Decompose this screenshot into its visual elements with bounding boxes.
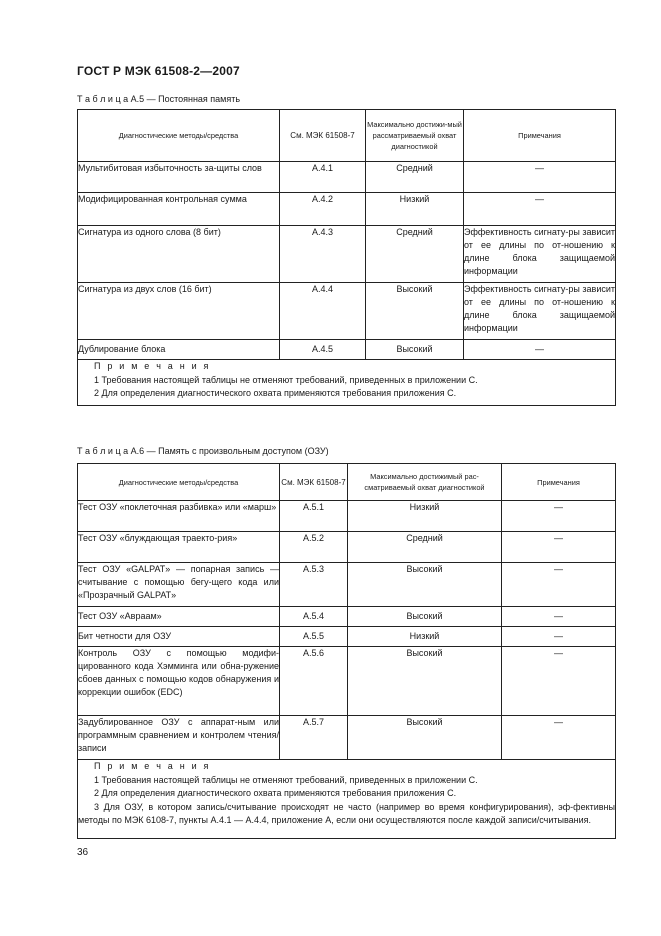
table-row <box>78 340 616 360</box>
table-row <box>78 532 616 563</box>
cell-note: — <box>502 501 616 532</box>
table-row <box>78 607 616 627</box>
cell-reference: А.4.2 <box>280 193 366 226</box>
cell-coverage: Низкий <box>366 193 464 226</box>
cell-coverage: Средний <box>366 226 464 283</box>
table-a5-notes <box>78 360 616 406</box>
cell-note: — <box>502 607 616 627</box>
cell-method: Модифицированная контрольная сумма <box>78 193 280 226</box>
note-item: 2 Для определения диагностического охвата применяются требования приложения С. <box>94 788 457 798</box>
cell-coverage: Высокий <box>348 607 502 627</box>
cell-method: Тест ОЗУ «блуждающая траекто-рия» <box>78 532 280 563</box>
note-item: 2 Для определения диагностического охвата применяются требования приложения С. <box>94 388 457 398</box>
cell-note: — <box>464 193 616 226</box>
cell-coverage: Высокий <box>348 647 502 716</box>
cell-reference: А.5.7 <box>280 716 348 760</box>
table-row <box>78 283 616 340</box>
cell-reference: А.4.3 <box>280 226 366 283</box>
cell-reference: А.5.1 <box>280 501 348 532</box>
table-row <box>78 647 616 716</box>
cell-note: Эффективность сигнату-ры зависит от ее длины по от-ношению к длине блока защищаемой информации <box>464 226 616 283</box>
cell-reference: А.5.2 <box>280 532 348 563</box>
cell-coverage: Высокий <box>348 563 502 607</box>
cell-method: Мультибитовая избыточность за-щиты слов <box>78 162 280 193</box>
table-row <box>78 162 616 193</box>
cell-note: — <box>502 627 616 647</box>
cell-method: Задублированное ОЗУ с аппарат-ным или программным сравнением и контролем чтения/записи <box>78 716 280 760</box>
note-item: 1 Требования настоящей таблицы не отменяют требований, приведенных в приложении С. <box>94 774 478 785</box>
table-row <box>78 226 616 283</box>
table-row <box>78 563 616 607</box>
cell-method: Тест ОЗУ «Авраам» <box>78 607 280 627</box>
cell-coverage: Низкий <box>348 627 502 647</box>
col-header-notes: Примечания <box>464 110 616 162</box>
cell-reference: А.5.3 <box>280 563 348 607</box>
cell-method: Сигнатура из двух слов (16 бит) <box>78 283 280 340</box>
cell-note: — <box>502 532 616 563</box>
cell-coverage: Высокий <box>366 340 464 360</box>
table-a6 <box>77 463 616 839</box>
col-header-methods: Диагностические методы/средства <box>78 464 280 501</box>
cell-note: — <box>464 162 616 193</box>
cell-coverage: Высокий <box>348 716 502 760</box>
cell-coverage: Высокий <box>366 283 464 340</box>
cell-note: Эффективность сигнату-ры зависит от ее длины по от-ношению к длине блока защищаемой информации <box>464 283 616 340</box>
col-header-reference: См. МЭК 61508-7 <box>280 110 366 162</box>
table-a6-caption: Т а б л и ц а А.6 — Память с произвольным доступом (ОЗУ) <box>77 446 329 456</box>
table-a6-notes <box>78 760 616 839</box>
table-row <box>78 193 616 226</box>
table-row <box>78 627 616 647</box>
col-header-notes: Примечания <box>502 464 616 501</box>
table-row <box>78 501 616 532</box>
cell-reference: А.5.4 <box>280 607 348 627</box>
cell-note: — <box>502 716 616 760</box>
col-header-reference: См. МЭК 61508-7 <box>280 464 348 501</box>
cell-method: Тест ОЗУ «GALPAT» — попарная запись — считывание с помощью бегу-щего кода или «Прозрачный GALPAT» <box>78 563 280 607</box>
cell-note: — <box>502 563 616 607</box>
col-header-coverage: Максимально достижимый рас-сматриваемый охват диагностикой <box>348 464 502 501</box>
cell-method: Бит четности для ОЗУ <box>78 627 280 647</box>
cell-reference: А.4.5 <box>280 340 366 360</box>
notes-title: П р и м е ч а н и я <box>94 761 211 771</box>
cell-reference: А.5.6 <box>280 647 348 716</box>
cell-method: Дублирование блока <box>78 340 280 360</box>
cell-method: Контроль ОЗУ с помощью модифи-цированного кода Хэмминга или обна-ружение сбоев данных с помощью кодов обнаружения и коррекции ошибок (EDC) <box>78 647 280 716</box>
note-item: 1 Требования настоящей таблицы не отменяют требований, приведенных в приложении С. <box>94 374 478 385</box>
col-header-methods: Диагностические методы/средства <box>78 110 280 162</box>
table-a5-caption: Т а б л и ц а А.5 — Постоянная память <box>77 94 241 104</box>
cell-coverage: Средний <box>366 162 464 193</box>
col-header-coverage: Максимально достижи-мый рассматриваемый охват диагностикой <box>366 110 464 162</box>
cell-reference: А.5.5 <box>280 627 348 647</box>
table-row <box>78 716 616 760</box>
cell-reference: А.4.4 <box>280 283 366 340</box>
cell-method: Тест ОЗУ «поклеточная разбивка» или «марш» <box>78 501 280 532</box>
document-header: ГОСТ Р МЭК 61508-2—2007 <box>77 64 240 78</box>
cell-note: — <box>502 647 616 716</box>
cell-method: Сигнатура из одного слова (8 бит) <box>78 226 280 283</box>
table-a5 <box>77 109 616 406</box>
page-number: 36 <box>77 847 89 858</box>
cell-note: — <box>464 340 616 360</box>
cell-reference: А.4.1 <box>280 162 366 193</box>
cell-coverage: Средний <box>348 532 502 563</box>
notes-title: П р и м е ч а н и я <box>94 361 211 371</box>
cell-coverage: Низкий <box>348 501 502 532</box>
note-item: 3 Для ОЗУ, в котором запись/считывание происходят не часто (например во время конфигурирования), эф-фективны методы по МЭК 6108-7, пункты А.4.1 — А.4.4, приложение А, если они осуществляются после каждой записи/считывания. <box>78 801 615 825</box>
